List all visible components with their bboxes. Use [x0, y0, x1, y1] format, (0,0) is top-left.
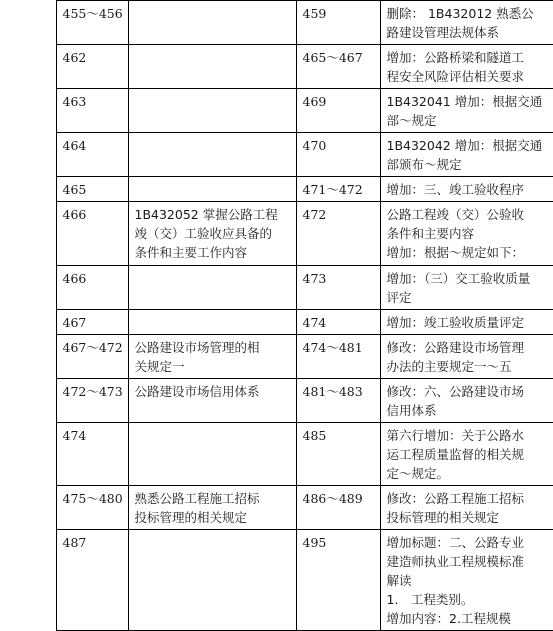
cell-text-line: 1B432042 增加：根据交通	[386, 138, 543, 153]
cell-text-line: 关规定一	[134, 359, 185, 374]
cell-text-line: 程安全风险评估相关要求	[386, 69, 525, 84]
new-content-cell	[380, 530, 553, 631]
old-content-cell	[128, 45, 296, 89]
new-content-cell	[380, 45, 553, 89]
new-content-cell	[380, 423, 553, 486]
old-content-cell	[128, 266, 296, 310]
margin-cell	[0, 266, 56, 310]
table-row	[0, 379, 553, 423]
new-content-cell	[380, 133, 553, 177]
new-page-cell: 459	[296, 1, 380, 45]
new-page-cell: 465～467	[296, 45, 380, 89]
cell-text-line: 增加：三、竣工验收程序	[386, 182, 525, 197]
old-page-cell: 464	[56, 133, 128, 177]
cell-text-line: 增加：根据～规定如下：	[386, 245, 525, 260]
margin-cell	[0, 133, 56, 177]
new-page-cell: 474	[296, 310, 380, 335]
margin-cell	[0, 423, 56, 486]
new-content-cell	[380, 379, 553, 423]
margin-cell	[0, 45, 56, 89]
margin-cell	[0, 310, 56, 335]
new-page-cell: 481～483	[296, 379, 380, 423]
cell-text-line: 定～规定。	[386, 466, 450, 481]
cell-text-line: 增加标题：二、公路专业	[386, 535, 525, 550]
margin-cell	[0, 530, 56, 631]
old-content-cell	[128, 133, 296, 177]
table-row	[0, 423, 553, 486]
new-content-cell	[380, 1, 553, 45]
old-page-cell: 462	[56, 45, 128, 89]
old-content-cell	[128, 202, 296, 266]
cell-text-line: 解读	[386, 573, 412, 588]
new-page-cell: 470	[296, 133, 380, 177]
old-content-cell	[128, 177, 296, 202]
table-row	[0, 530, 553, 631]
new-content-cell	[380, 89, 553, 133]
old-page-cell: 467	[56, 310, 128, 335]
cell-text-line: 办法的主要规定一～五	[386, 359, 512, 374]
new-page-cell: 486～489	[296, 486, 380, 530]
old-page-cell: 466	[56, 202, 128, 266]
old-content-cell	[128, 423, 296, 486]
margin-cell	[0, 89, 56, 133]
new-page-cell: 495	[296, 530, 380, 631]
old-page-cell: 455～456	[56, 1, 128, 45]
new-page-cell: 472	[296, 202, 380, 266]
cell-text-line: 评定	[386, 290, 412, 305]
cell-text-line: 条件和主要内容	[386, 226, 475, 241]
cell-text-line: 增加内容：2.工程规模	[386, 611, 511, 626]
margin-cell	[0, 202, 56, 266]
new-content-cell	[380, 266, 553, 310]
old-page-cell: 487	[56, 530, 128, 631]
old-page-cell: 465	[56, 177, 128, 202]
margin-cell	[0, 379, 56, 423]
cell-text-line: 建造师执业工程规模标准	[386, 554, 525, 569]
new-content-cell	[380, 486, 553, 530]
new-page-cell: 471～472	[296, 177, 380, 202]
old-content-cell	[128, 335, 296, 379]
cell-text-line: 部颁布～规定	[386, 157, 462, 172]
new-content-cell	[380, 177, 553, 202]
cell-text-line: 路建设管理法规体系	[386, 25, 500, 40]
cell-text-line: 部～规定	[386, 113, 437, 128]
old-content-cell	[128, 530, 296, 631]
old-content-cell	[128, 486, 296, 530]
cell-text-line: 信用体系	[386, 403, 437, 418]
table-row	[0, 45, 553, 89]
old-content-cell	[128, 310, 296, 335]
cell-text-line: 删除： 1B432012 熟悉公	[386, 6, 534, 21]
cell-text-line: 1. 工程类别。	[386, 592, 474, 607]
cell-text-line: 第六行增加：关于公路水	[386, 428, 525, 443]
table-row	[0, 310, 553, 335]
margin-cell	[0, 335, 56, 379]
cell-text-line: 竣（交）工验收应具备的	[134, 226, 273, 241]
old-page-cell: 463	[56, 89, 128, 133]
table-row	[0, 335, 553, 379]
new-content-cell	[380, 310, 553, 335]
revision-table-body	[0, 1, 553, 631]
old-page-cell: 467～472	[56, 335, 128, 379]
cell-text-line: 增加：公路桥梁和隧道工	[386, 50, 525, 65]
margin-cell	[0, 486, 56, 530]
new-content-cell	[380, 202, 553, 266]
cell-text-line: 条件和主要工作内容	[134, 245, 248, 260]
new-content-cell	[380, 335, 553, 379]
margin-cell	[0, 1, 56, 45]
cell-text-line: 1B432041 增加：根据交通	[386, 94, 543, 109]
cell-text-line: 运工程质量监督的相关规	[386, 447, 525, 462]
table-row	[0, 202, 553, 266]
cell-text-line: 修改：六、公路建设市场	[386, 384, 525, 399]
cell-text-line: 增加：（三）交工验收质量	[386, 271, 531, 286]
table-row	[0, 266, 553, 310]
table-row	[0, 1, 553, 45]
table-row	[0, 177, 553, 202]
cell-text-line: 公路工程竣（交）公验收	[386, 207, 525, 222]
cell-text-line: 1B432052 掌握公路工程	[134, 207, 278, 222]
cell-text-line: 修改：公路建设市场管理	[386, 340, 525, 355]
table-row	[0, 133, 553, 177]
old-content-cell	[128, 379, 296, 423]
cell-text-line: 公路建设市场管理的相	[134, 340, 260, 355]
new-page-cell: 485	[296, 423, 380, 486]
new-page-cell: 469	[296, 89, 380, 133]
cell-text-line: 投标管理的相关规定	[386, 510, 500, 525]
old-content-cell	[128, 89, 296, 133]
cell-text-line: 投标管理的相关规定	[134, 510, 248, 525]
margin-cell	[0, 177, 56, 202]
cell-text-line: 修改：公路工程施工招标	[386, 491, 525, 506]
cell-text-line: 增加：竣工验收质量评定	[386, 315, 525, 330]
old-content-cell	[128, 1, 296, 45]
table-row	[0, 89, 553, 133]
cell-text-line: 熟悉公路工程施工招标	[134, 491, 260, 506]
old-page-cell: 472～473	[56, 379, 128, 423]
old-page-cell: 466	[56, 266, 128, 310]
table-row	[0, 486, 553, 530]
cell-text-line: 公路建设市场信用体系	[134, 384, 260, 399]
old-page-cell: 474	[56, 423, 128, 486]
new-page-cell: 474～481	[296, 335, 380, 379]
old-page-cell: 475～480	[56, 486, 128, 530]
new-page-cell: 473	[296, 266, 380, 310]
